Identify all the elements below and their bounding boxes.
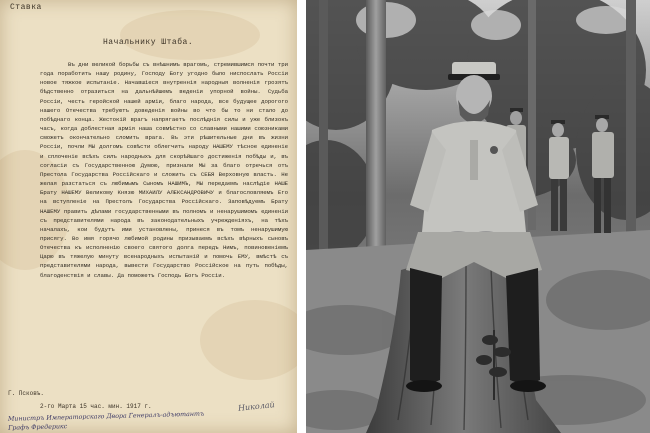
document-signature: Николай [237, 400, 276, 413]
document-header: Ставка [10, 3, 42, 12]
document-body [40, 60, 288, 280]
photograph-drawing [306, 0, 650, 433]
document-addressee: Начальнику Штаба. [103, 38, 194, 47]
photograph [306, 0, 650, 433]
tree-trunk [626, 0, 636, 260]
document-place: Г. Псковъ. [8, 390, 45, 397]
document-page [0, 0, 297, 433]
document-countersignature: Министръ Императорскаго Двора Генералъ-адъютантъ Графъ Фредерикс [7, 410, 205, 432]
document-date: 2-го Марта 15 час. мин. 1917 г. [40, 403, 152, 410]
tree-trunk [319, 0, 328, 280]
document-paragraph: Въ дни великой борьбы съ внѣшнимъ врагомъ, стремившимся почти три года поработить нашу родину, Господу Богу угодно было ниспослать Россiи новое тяжкое испытанiе. Начавшiеся внутреннiя народныя волненiя грозятъ бѣдственно отразиться на дальнѣйшемъ веденiи упорной войны. Судьба Россiи, честь геройской нашей армiи, благо народа, все будущее дорогого нашего Отечества требуютъ доведенiя войны во что бы то ни стало до побѣднаго конца. Жестокiй врагъ напрягаетъ послѣднiя силы и уже близокъ часъ, когда доблестная армiя наша совмѣстно со славными нашими союзниками сможетъ окончательно сломить врага. Въ эти рѣшительные дни въ жизни Россiи, почли МЫ долгомъ совѣсти облегчить народу НАШЕМУ тѣсное единенiе и сплоченiе всѣхъ силъ народныхъ для скорѣйшаго достиженiя побѣды и, въ согласiи съ Государственною Думою, признали МЫ за благо отречься отъ Престола Государства Россiйскаго и сложить съ СЕБЯ Верховную власть. Не желая разстаться съ любимымъ Сыномъ НАШИМЪ, МЫ передаемъ наслѣдiе НАШЕ Брату НАШЕМУ Великому Князю МИХАИЛУ АЛЕКСАНДРОВИЧУ и благословляемъ Его на вступленiе на Престолъ Государства Россiйскаго. Заповѣдуемъ Брату НАШЕМУ править дѣлами государственными въ полномъ и ненарушимомъ единенiи съ представителями народа въ законодательныхъ учрежденiяхъ, на тѣхъ началахъ, кои будутъ ими установлены, принеся въ томъ ненарушимую присягу. Во имя горячо любимой родины призываемъ всѣхъ вѣрныхъ сыновъ Отечества къ исполненiю своего святого долга передъ Нимъ, повиновенiемъ Царю въ тяжелую минуту всенародныхъ испытанiй и помочь ЕМУ, вмѣстѣ съ представителями народа, вывести Государство Россiйское на путь побѣды, благоденствiя и славы. Да поможетъ Господь Богъ Россiи. [40, 61, 288, 279]
